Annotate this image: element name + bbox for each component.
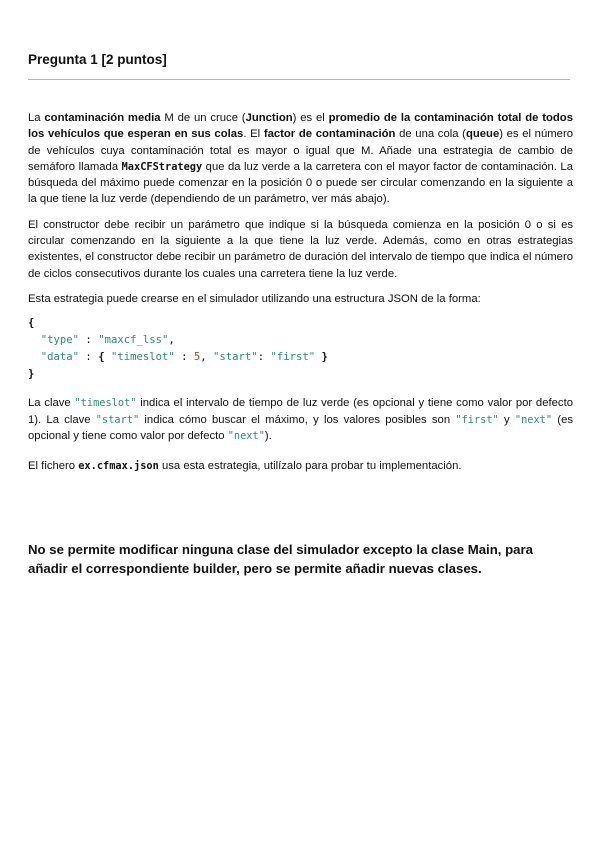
value-first: "first" xyxy=(455,413,499,426)
text: (es opcional y tiene como valor por defecto xyxy=(28,413,573,442)
json-value-timeslot: 5 xyxy=(193,351,201,364)
punct: , xyxy=(168,334,175,347)
punct: : xyxy=(79,334,99,347)
value-next: "next" xyxy=(514,413,553,426)
brace-close: } xyxy=(315,351,328,364)
text: La clave xyxy=(28,397,75,410)
question-title: Pregunta 1 [2 puntos] xyxy=(28,52,167,67)
text: . El xyxy=(243,128,264,141)
brace-open: { xyxy=(98,351,111,364)
json-key-start: "start" xyxy=(213,351,258,364)
text: de una cola ( xyxy=(395,128,466,141)
json-value-type: "maxcf_lss" xyxy=(98,334,169,347)
paragraph-file xyxy=(28,458,573,474)
brace-open: { xyxy=(28,317,35,330)
text: ) es el xyxy=(292,112,329,124)
question-body xyxy=(28,110,573,483)
punct: , xyxy=(200,351,214,364)
restriction-notice: No se permite modificar ninguna clase del simulador excepto la clase Main, para añadir el correspondiente builder, pero se permite añadir nuevas clases. xyxy=(28,542,533,576)
value-next-default: "next" xyxy=(227,429,265,442)
text: M de un cruce ( xyxy=(160,112,246,124)
text: usa esta estrategia, utilízalo para probar tu implementación. xyxy=(158,460,462,473)
term-junction: Junction xyxy=(245,112,293,124)
json-value-start: "first" xyxy=(270,351,316,364)
punct: : xyxy=(174,351,194,364)
paragraph-json-intro: Esta estrategia puede crearse en el simulador utilizando una estructura JSON de la forma: xyxy=(28,292,481,305)
punct: : xyxy=(79,351,99,364)
file-name-code: ex.cfmax.json xyxy=(78,460,159,473)
key-start: "start" xyxy=(95,413,140,426)
json-key-timeslot: "timeslot" xyxy=(110,351,175,364)
text: La xyxy=(28,112,45,124)
key-timeslot: "timeslot" xyxy=(74,397,137,410)
term-factor: factor de contaminación xyxy=(263,128,396,141)
term-queue: queue xyxy=(465,128,500,141)
json-key-type: "type" xyxy=(40,334,80,347)
paragraph-constructor: El constructor debe recibir un parámetro que indique si la búsqueda comienza en la posición 0 o si es circular comenzando en la siguiente a la que tiene la luz verde. Además, como en otras estrategias existentes, el constructor debe recibir un parámetro de duración del intervalo de tiempo que indica el número de ciclos consecutivos durante los cuales una carretera tiene la luz verde. xyxy=(28,218,573,280)
text: El fichero xyxy=(28,460,79,473)
class-name-code: MaxCFStrategy xyxy=(121,160,203,173)
json-key-data: "data" xyxy=(40,351,80,364)
paragraph-keys xyxy=(28,395,573,444)
text: indica cómo buscar el máximo, y los valores posibles son xyxy=(139,413,456,426)
divider xyxy=(28,79,570,80)
paragraph-definition xyxy=(28,110,573,208)
text: ) es el número de vehículos cuya contaminación total es mayor o igual que M. Añade una estrategia de cambio de semáforo llamada xyxy=(28,128,573,173)
term-contaminacion-media: contaminación media xyxy=(44,112,161,124)
punct: : xyxy=(257,351,271,364)
brace-close: } xyxy=(28,368,35,381)
term-promedio: promedio de la contaminación total de todos los vehículos que esperan en sus colas xyxy=(28,112,573,141)
text: indica el intervalo de tiempo de luz verde (es opcional y tiene como valor por defecto 1). La clave xyxy=(28,397,573,426)
json-code-block xyxy=(28,315,573,383)
text: y xyxy=(498,413,515,426)
text: que da luz verde a la carretera con el mayor factor de contaminación. La búsqueda del máximo puede comenzar en la posición 0 o puede ser circular comenzando en la siguiente a la que tiene la luz verde (dependiendo de un parámetro, ver más abajo). xyxy=(28,160,573,206)
text: ). xyxy=(264,429,272,442)
